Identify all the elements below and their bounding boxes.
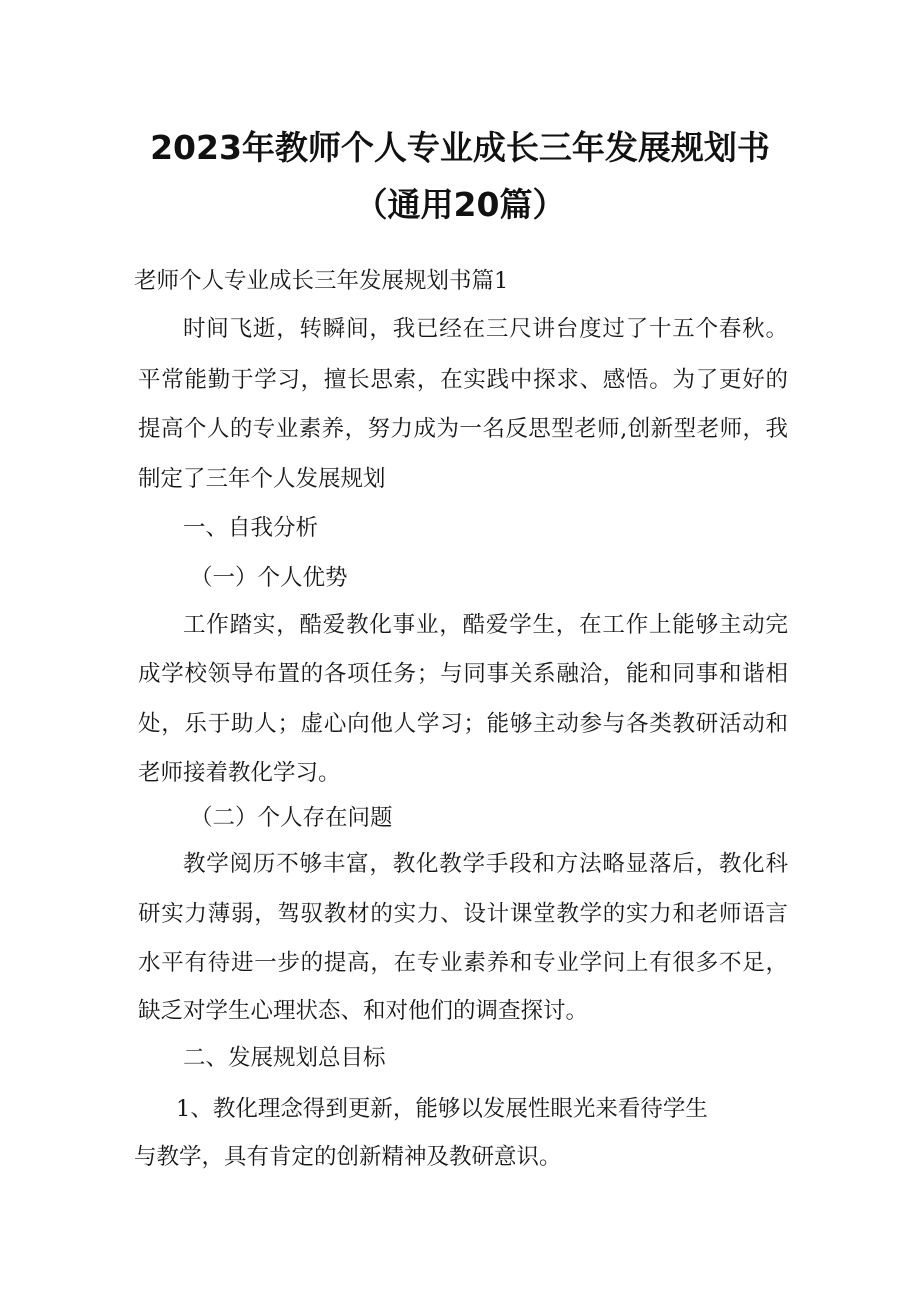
strengths-line-1: 工作踏实，酷爱教化事业，酷爱学生，在工作上能够主动完: [183, 612, 788, 638]
document-title-line-1: 2023年教师个人专业成长三年发展规划书: [150, 128, 770, 167]
document-title-line-2: （通用20篇）: [354, 185, 566, 224]
intro-line-1: 时间飞逝，转瞬间，我已经在三尺讲台度过了十五个春秋。: [183, 316, 788, 342]
strengths-line-4: 老师接着教化学习。: [138, 760, 341, 786]
part1-heading: 一、自我分析: [183, 515, 319, 541]
problems-line-3: 水平有待进一步的提高，在专业素养和专业学问上有很多不足，: [138, 950, 788, 976]
part1-sub2-heading: （二）个人存在问题: [190, 805, 393, 831]
intro-line-3: 提高个人的专业素养，努力成为一名反思型老师,创新型老师，我: [138, 416, 788, 442]
strengths-line-3: 处，乐于助人；虚心向他人学习；能够主动参与各类教研活动和: [138, 711, 788, 737]
part1-sub1-heading: （一）个人优势: [190, 565, 348, 591]
strengths-line-2: 成学校领导布置的各项任务；与同事关系融洽，能和同事和谐相: [138, 661, 788, 687]
section-heading: 老师个人专业成长三年发展规划书篇1: [134, 268, 509, 294]
problems-line-4: 缺乏对学生心理状态、和对他们的调查探讨。: [138, 998, 589, 1024]
part2-heading: 二、发展规划总目标: [183, 1045, 386, 1071]
problems-line-2: 研实力薄弱，驾驭教材的实力、设计课堂教学的实力和老师语言: [138, 901, 788, 927]
intro-line-4: 制定了三年个人发展规划: [138, 466, 386, 492]
problems-line-1: 教学阅历不够丰富，教化教学手段和方法略显落后，教化科: [183, 851, 788, 877]
goal1-line-2: 与教学，具有肯定的创新精神及教研意识。: [134, 1144, 562, 1170]
intro-line-2: 平常能勤于学习，擅长思索，在实践中探求、感悟。为了更好的: [138, 367, 788, 393]
goal1-line-1: 1、教化理念得到更新，能够以发展性眼光来看待学生: [176, 1096, 708, 1122]
